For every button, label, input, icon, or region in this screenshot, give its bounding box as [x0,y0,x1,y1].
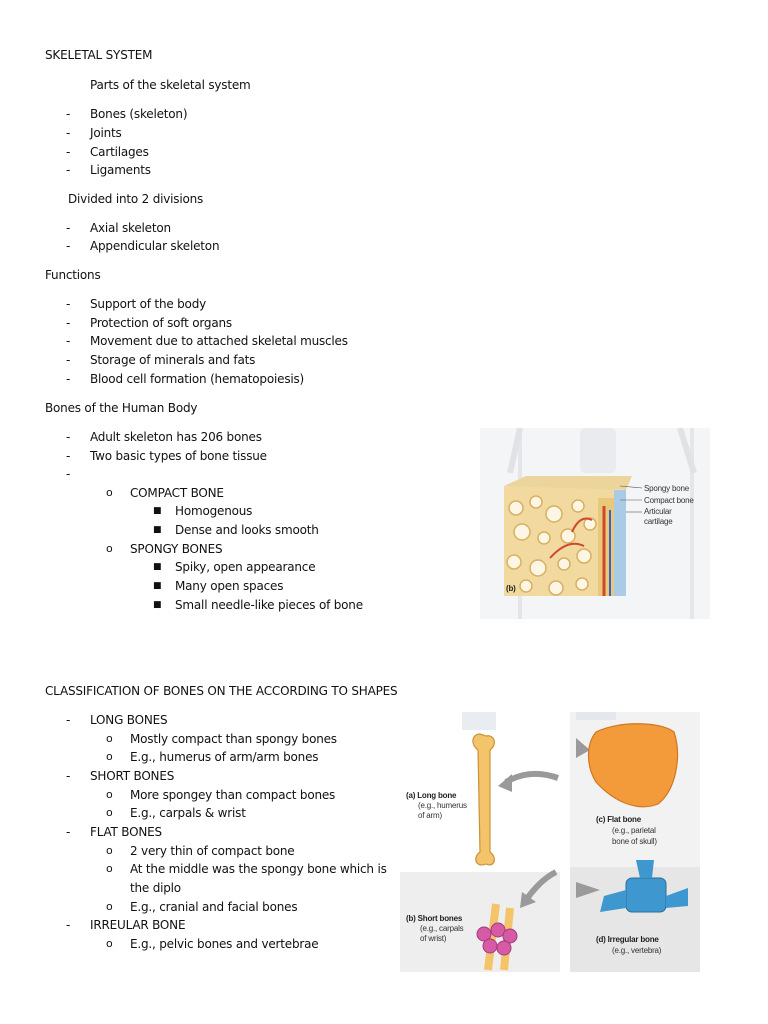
bone-tissue-figure [480,428,710,619]
sublist-item: At the middle was the spongy bone which is [130,862,387,876]
square-bullet: ■ [153,600,162,610]
long-bone-caption: (a) Long bone [406,791,457,800]
list-item: Storage of minerals and fats [90,353,256,367]
short-bones-caption: (b) Short bones [406,914,463,923]
panel-label: (b) [506,584,516,593]
list-item: Cartilages [90,145,149,159]
sublist-item: E.g., pelvic bones and vertebrae [130,937,319,951]
short-bones-example-2: of wrist) [420,934,447,943]
list-item: Adult skeleton has 206 bones [90,430,262,444]
sublist-item: E.g., humerus of arm/arm bones [130,750,319,764]
dash-bullet: - [66,449,71,463]
list-item: Support of the body [90,297,207,311]
long-bone-example: (e.g., humerus [418,801,467,810]
flat-bone-example: (e.g., parietal [612,826,656,835]
sublist-item: Homogenous [175,504,253,518]
circle-bullet: o [106,732,113,745]
dash-bullet: - [66,372,71,386]
dash-bullet: - [66,825,71,839]
list-item: LONG BONES [90,713,168,727]
list-item: Blood cell formation (hematopoiesis) [90,372,305,386]
parts-heading: Parts of the skeletal system [90,78,251,92]
divisions-heading: Divided into 2 divisions [68,192,204,206]
list-item: IRREULAR BONE [90,918,186,932]
label-articular: Articular [644,507,672,516]
label-cartilage: cartilage [644,517,673,526]
bone-shapes-illustration [400,712,700,972]
dash-bullet: - [66,239,71,253]
square-bullet: ■ [153,525,162,535]
dash-bullet: - [66,430,71,444]
dash-bullet: - [66,145,71,159]
list-item: Bones (skeleton) [90,107,188,121]
dash-bullet: - [66,353,71,367]
functions-heading: Functions [45,268,101,282]
sublist-item: Spiky, open appearance [175,560,316,574]
dash-bullet: - [66,713,71,727]
bones-heading: Bones of the Human Body [45,401,198,415]
square-bullet: ■ [153,506,162,516]
square-bullet: ■ [153,581,162,591]
sublist-item: Mostly compact than spongy bones [130,732,337,746]
dash-bullet: - [66,769,71,783]
dash-bullet: - [66,334,71,348]
dash-bullet: - [66,126,71,140]
list-item: Joints [90,126,122,140]
dash-bullet: - [66,467,71,481]
sublist-item: E.g., cranial and facial bones [130,900,298,914]
dash-bullet: - [66,918,71,932]
circle-bullet: o [106,542,113,555]
irregular-bone-caption: (d) Irregular bone [596,935,659,944]
flat-bone-caption: (c) Flat bone [596,815,641,824]
circle-bullet: o [106,844,113,857]
sublist-item: Many open spaces [175,579,284,593]
sublist-item: E.g., carpals & wrist [130,806,246,820]
flat-bone-example-2: bone of skull) [612,837,657,846]
circle-bullet: o [106,788,113,801]
irregular-bone-example: (e.g., vertebra) [612,946,662,955]
bone-tissue-illustration [480,428,710,619]
sublist-item: Small needle-like pieces of bone [175,598,363,612]
circle-bullet: o [106,750,113,763]
bone-shapes-figure [400,712,700,972]
square-bullet: ■ [153,562,162,572]
list-item: Axial skeleton [90,221,171,235]
sublist-item: Dense and looks smooth [175,523,319,537]
circle-bullet: o [106,900,113,913]
page-title: SKELETAL SYSTEM [45,48,153,62]
list-item: Movement due to attached skeletal muscles [90,334,348,348]
dash-bullet: - [66,107,71,121]
dash-bullet: - [66,221,71,235]
list-item: SHORT BONES [90,769,175,783]
list-item: Appendicular skeleton [90,239,220,253]
circle-bullet: o [106,862,113,875]
classification-heading: CLASSIFICATION OF BONES ON THE ACCORDING TO SHAPES [45,684,398,698]
sublist-item: More spongey than compact bones [130,788,336,802]
list-item: Ligaments [90,163,151,177]
dash-bullet: - [66,163,71,177]
dash-bullet: - [66,316,71,330]
sublist-item: 2 very thin of compact bone [130,844,295,858]
label-spongy-bone: Spongy bone [644,484,689,493]
short-bones-example: (e.g., carpals [420,924,464,933]
list-item: Two basic types of bone tissue [90,449,267,463]
sublist-heading: COMPACT BONE [130,486,224,500]
long-bone-example-2: of arm) [418,811,442,820]
circle-bullet: o [106,937,113,950]
label-compact-bone: Compact bone [644,496,694,505]
circle-bullet: o [106,486,113,499]
sublist-item-continued: the diplo [130,881,181,895]
sublist-heading: SPONGY BONES [130,542,223,556]
list-item: Protection of soft organs [90,316,232,330]
list-item: FLAT BONES [90,825,162,839]
dash-bullet: - [66,297,71,311]
circle-bullet: o [106,806,113,819]
